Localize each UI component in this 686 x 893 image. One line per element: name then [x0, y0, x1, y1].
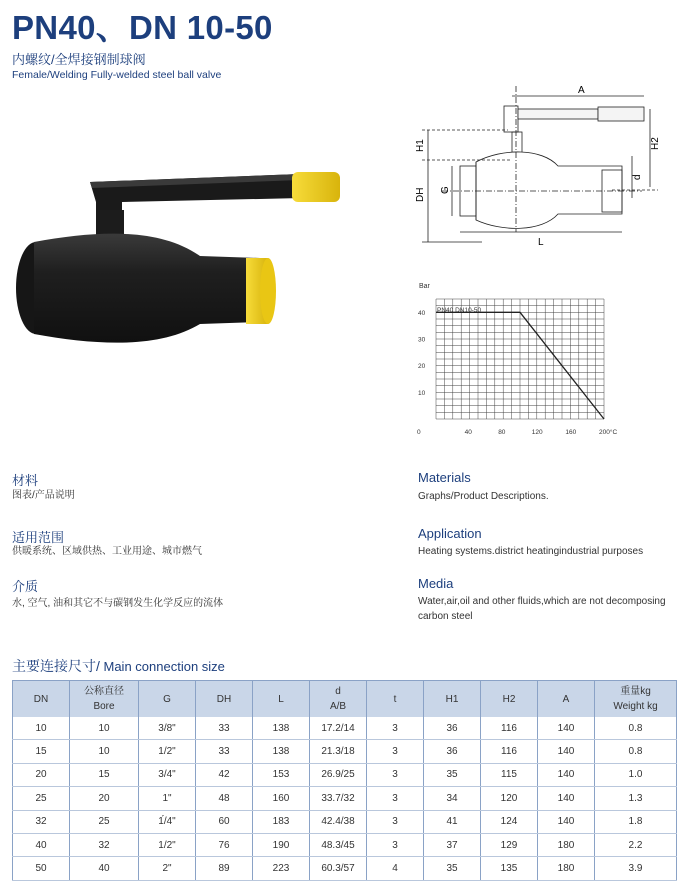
- cell: 3: [367, 787, 424, 810]
- cell: 48: [196, 787, 253, 810]
- cell: 60.3/57: [310, 857, 367, 880]
- cell: 3: [367, 763, 424, 786]
- cell: 20: [13, 763, 70, 786]
- application-heading-en: Application: [418, 526, 482, 541]
- y-tick-label: 10: [418, 389, 426, 397]
- table-row: [13, 787, 677, 810]
- cell: 138: [253, 717, 310, 740]
- cell: 120: [481, 787, 538, 810]
- cell: 40: [70, 857, 139, 880]
- cell: 183: [253, 810, 310, 833]
- subtitle-chinese: 内螺纹/全焊接钢制球阀: [12, 52, 146, 67]
- table-title-en: Main connection size: [99, 659, 225, 674]
- col-dh: DH: [196, 681, 253, 718]
- col-h1: H1: [424, 681, 481, 718]
- dim-label-h2: H2: [650, 137, 661, 150]
- cell: 1": [139, 787, 196, 810]
- cell: 223: [253, 857, 310, 880]
- col-bore-cn: 公称直径: [84, 686, 124, 697]
- cell: 116: [481, 717, 538, 740]
- y-tick-label: 30: [418, 336, 426, 344]
- cell: 135: [481, 857, 538, 880]
- dim-label-d: d: [632, 174, 643, 180]
- cell: 26.9/25: [310, 763, 367, 786]
- x-tick-label: 160: [565, 429, 577, 436]
- cell: 35: [424, 763, 481, 786]
- media-text-cn: 水, 空气, 油和其它不与碳钢发生化学反应的流体: [12, 598, 224, 609]
- cell: 25: [13, 787, 70, 810]
- cell: 25: [70, 810, 139, 833]
- dim-label-l: L: [538, 237, 544, 248]
- cell: 42.4/38: [310, 810, 367, 833]
- col-t: t: [367, 681, 424, 718]
- materials-heading-cn: 材料: [12, 473, 39, 488]
- x-tick-label: 200°C: [599, 429, 618, 436]
- cell: 140: [538, 787, 595, 810]
- cell: 3/4": [139, 763, 196, 786]
- application-heading-cn: 适用范围: [12, 530, 65, 545]
- media-heading-en: Media: [418, 576, 454, 591]
- x-tick-label: 0: [417, 429, 421, 436]
- table-row: [13, 717, 677, 740]
- cell: 42: [196, 763, 253, 786]
- cell: 124: [481, 810, 538, 833]
- application-text-cn: 供暖系统、区域供热、工业用途、城市燃气: [12, 546, 202, 557]
- cell: 15: [70, 763, 139, 786]
- subtitle-english: Female/Welding Fully-welded steel ball valve: [12, 69, 222, 81]
- cell: 2": [139, 857, 196, 880]
- cell: 140: [538, 810, 595, 833]
- cell: 0.8: [595, 740, 677, 763]
- y-tick-label: 20: [418, 363, 426, 371]
- table-row: [13, 833, 677, 856]
- cell: 33: [196, 717, 253, 740]
- cell: 20: [70, 787, 139, 810]
- materials-text-en: Graphs/Product Descriptions.: [418, 491, 549, 502]
- cell: 3: [367, 810, 424, 833]
- col-bore: [70, 681, 139, 718]
- cell: 1.0: [595, 763, 677, 786]
- cell: 60: [196, 810, 253, 833]
- cell: 10: [70, 740, 139, 763]
- cell: 3.9: [595, 857, 677, 880]
- dimension-drawing: [412, 82, 662, 252]
- table-title-cn: 主要连接尺寸/: [12, 658, 100, 674]
- cell: 35: [424, 857, 481, 880]
- col-d-symbol: d: [335, 686, 341, 697]
- col-weight-en: Weight kg: [613, 701, 658, 712]
- cell: 129: [481, 833, 538, 856]
- table-row: [13, 857, 677, 880]
- col-a: A: [538, 681, 595, 718]
- dim-label-h1: H1: [415, 139, 426, 152]
- cell: 190: [253, 833, 310, 856]
- cell: 1.8: [595, 810, 677, 833]
- cell: 1/2": [139, 833, 196, 856]
- cell: 10: [70, 717, 139, 740]
- cell: 153: [253, 763, 310, 786]
- x-tick-label: 40: [464, 429, 472, 436]
- table-row: [13, 740, 677, 763]
- cell: 48.3/45: [310, 833, 367, 856]
- col-dn: DN: [13, 681, 70, 718]
- page-title: PN40、DN 10-50: [12, 9, 273, 46]
- connection-size-table: [12, 680, 677, 881]
- cell: 37: [424, 833, 481, 856]
- media-heading-cn: 介质: [12, 579, 39, 594]
- cell: 4: [367, 857, 424, 880]
- dim-label-a: A: [578, 85, 585, 96]
- media-text-en-line1: Water,air,oil and other fluids,which are not decomposing: [418, 596, 666, 607]
- cell: 116: [481, 740, 538, 763]
- application-text-en: Heating systems.district heatingindustrial purposes: [418, 546, 644, 557]
- y-tick-label: 40: [418, 309, 426, 317]
- table-row: [13, 763, 677, 786]
- cell: 3: [367, 740, 424, 763]
- table-header-row: [13, 681, 677, 718]
- cell: 0.8: [595, 717, 677, 740]
- cell: 1/2": [139, 740, 196, 763]
- cell: 15: [13, 740, 70, 763]
- y-axis-unit-label: Bar: [419, 283, 430, 290]
- cell: 34: [424, 787, 481, 810]
- cell: 138: [253, 740, 310, 763]
- cell: 50: [13, 857, 70, 880]
- dim-label-g: G: [440, 186, 451, 194]
- materials-heading-en: Materials: [418, 470, 471, 485]
- cell: 33.7/32: [310, 787, 367, 810]
- cell: 3: [367, 717, 424, 740]
- cell: 140: [538, 717, 595, 740]
- cell: 180: [538, 833, 595, 856]
- col-weight: [595, 681, 677, 718]
- cell: 32: [13, 810, 70, 833]
- cell: 160: [253, 787, 310, 810]
- cell: 89: [196, 857, 253, 880]
- cell: 140: [538, 740, 595, 763]
- cell: 1́/4": [139, 810, 196, 833]
- materials-text-cn: 图表/产品说明: [12, 490, 75, 501]
- col-l: L: [253, 681, 310, 718]
- cell: 33: [196, 740, 253, 763]
- cell: 76: [196, 833, 253, 856]
- cell: 140: [538, 763, 595, 786]
- table-row: [13, 810, 677, 833]
- col-g: G: [139, 681, 196, 718]
- cell: 10: [13, 717, 70, 740]
- cell: 21.3/18: [310, 740, 367, 763]
- cell: 41: [424, 810, 481, 833]
- dim-label-dh: DH: [415, 187, 426, 202]
- col-weight-cn: 重量kg: [620, 686, 651, 697]
- cell: 40: [13, 833, 70, 856]
- cell: 2.2: [595, 833, 677, 856]
- media-text-en-line2: carbon steel: [418, 611, 473, 622]
- pressure-temperature-chart: [414, 280, 624, 440]
- cell: 36: [424, 717, 481, 740]
- col-h2: H2: [481, 681, 538, 718]
- cell: 17.2/14: [310, 717, 367, 740]
- col-d-ab: A/B: [329, 701, 347, 712]
- cell: 3/8": [139, 717, 196, 740]
- x-tick-label: 120: [531, 429, 543, 436]
- chart-annotation: PN40 DN10-50: [437, 307, 482, 314]
- cell: 36: [424, 740, 481, 763]
- cell: 3: [367, 833, 424, 856]
- col-d: [310, 681, 367, 718]
- cell: 32: [70, 833, 139, 856]
- cell: 180: [538, 857, 595, 880]
- col-bore-en: Bore: [93, 701, 115, 712]
- cell: 115: [481, 763, 538, 786]
- table-title: [12, 656, 225, 676]
- valve-product-photo: [10, 150, 340, 350]
- x-tick-label: 80: [498, 429, 506, 436]
- cell: 1.3: [595, 787, 677, 810]
